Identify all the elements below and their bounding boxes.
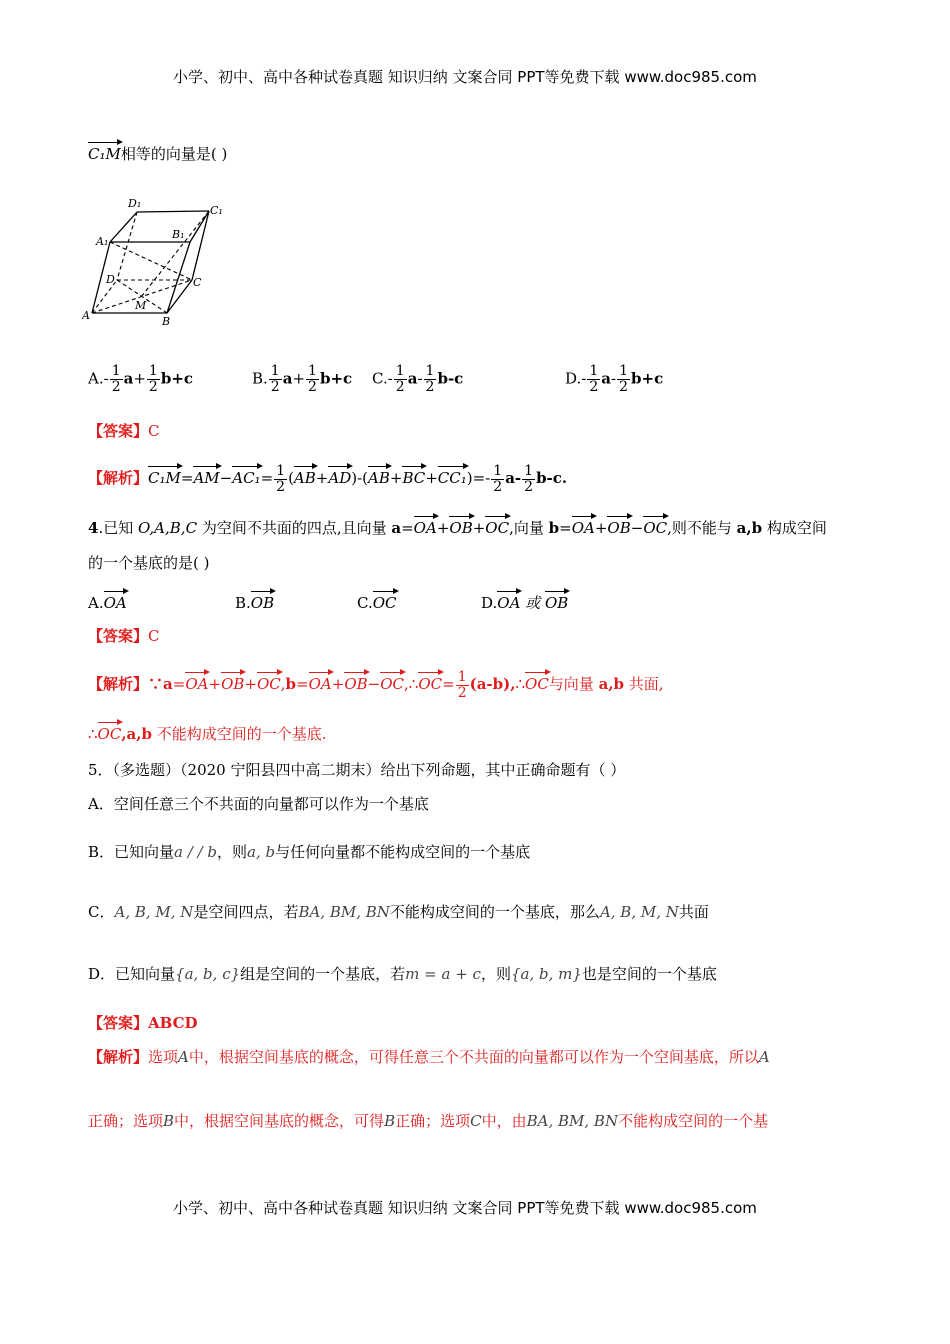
- q5-answer: 【答案】ABCD: [88, 1014, 198, 1032]
- q4-stem-line1: 4.已知 O,A,B,C 为空间不共面的四点,且向量 a=OA+OB+OC,向量 b=OA+OB−OC,则不能与 a,b 构成空间: [88, 512, 827, 538]
- label-B1: B₁: [172, 228, 185, 241]
- q5-option-a: A．空间任意三个不共面的向量都可以作为一个基底: [88, 795, 429, 813]
- q4-option-c: C.OC: [357, 587, 397, 613]
- page-header: 小学、初中、高中各种试卷真题 知识归纳 文案合同 PPT等免费下载 www.doc985.com: [173, 68, 757, 86]
- q3-option-b: B. $\frac{1}{2}$ a+ $\frac{1}{2}$ b+c: [252, 363, 353, 395]
- q4-stem-line2: 的一个基底的是( ): [88, 554, 210, 572]
- edge-C1B1: [190, 211, 209, 242]
- q3-stem-text: 相等的向量是( ): [120, 145, 228, 163]
- q4-analysis-line1: 【解析】∵a=OA+OB+OC,b=OA+OB−OC,∴OC= $\frac{1}{2}$ (a-b),∴OC与向量 a,b 共面,: [88, 668, 664, 701]
- q5-option-d: D．已知向量{a, b, c}组是空间的一个基底，若m = a + c，则{a, b, m}也是空间的一个基底: [88, 965, 717, 983]
- q4-analysis-line2: ∴OC,a,b 不能构成空间的一个基底.: [88, 718, 327, 744]
- label-C: C: [193, 276, 202, 289]
- q5-analysis-line1: 【解析】选项A中，根据空间基底的概念，可得任意三个不共面的向量都可以作为一个空间基底，所以A: [88, 1048, 770, 1066]
- q4-answer: 【答案】C: [88, 627, 160, 645]
- q5-option-c: C．A, B, M, N是空间四点，若BA, BM, BN不能构成空间的一个基底，那么A, B, M, N共面: [88, 903, 709, 921]
- q3-analysis: 【解析】C₁M=AM−AC₁= $\frac{1}{2}$ (AB+AD)-(AB+BC+CC₁)=- $\frac{1}{2}$ a- $\frac{1}{2}$ b-c.: [88, 462, 568, 495]
- q3-stem-vector: C₁M: [88, 138, 121, 164]
- edge-CC1: [192, 211, 209, 280]
- label-M: M: [135, 299, 147, 312]
- q3-stem: [88, 138, 227, 164]
- q3-answer: 【答案】C: [88, 422, 160, 440]
- q4-option-d: D.OA 或 OB: [481, 587, 568, 613]
- q3-option-d: D.- $\frac{1}{2}$ a- $\frac{1}{2}$ b+c: [565, 363, 664, 395]
- q5-stem: 5．（多选题）（2020 宁阳县四中高二期末）给出下列命题，其中正确命题有（ ）: [88, 761, 626, 779]
- label-B: B: [162, 315, 171, 328]
- label-A1: A₁: [96, 235, 109, 248]
- edge-BC: [167, 280, 192, 313]
- label-C1: C₁: [210, 204, 223, 217]
- parallelepiped-figure: [82, 195, 232, 330]
- page-footer: 小学、初中、高中各种试卷真题 知识归纳 文案合同 PPT等免费下载 www.doc985.com: [173, 1199, 757, 1217]
- label-D: D: [106, 273, 115, 286]
- q3-option-c: C.- $\frac{1}{2}$ a- $\frac{1}{2}$ b-c: [372, 363, 464, 395]
- q4-option-a: A.OA: [88, 587, 127, 613]
- label-D1: D₁: [128, 197, 142, 210]
- q4-option-b: B.OB: [235, 587, 274, 613]
- label-A: A: [82, 309, 90, 322]
- q3-option-a: A.- $\frac{1}{2}$ a+ $\frac{1}{2}$ b+c: [88, 363, 194, 395]
- q5-analysis-line2: 正确；选项B中，根据空间基底的概念，可得B正确；选项C中，由BA, BM, BN不能构成空间的一个基: [88, 1112, 769, 1130]
- edge-D1C1: [137, 211, 209, 212]
- q5-option-b: B．已知向量a / / b，则a, b与任何向量都不能构成空间的一个基底: [88, 843, 531, 861]
